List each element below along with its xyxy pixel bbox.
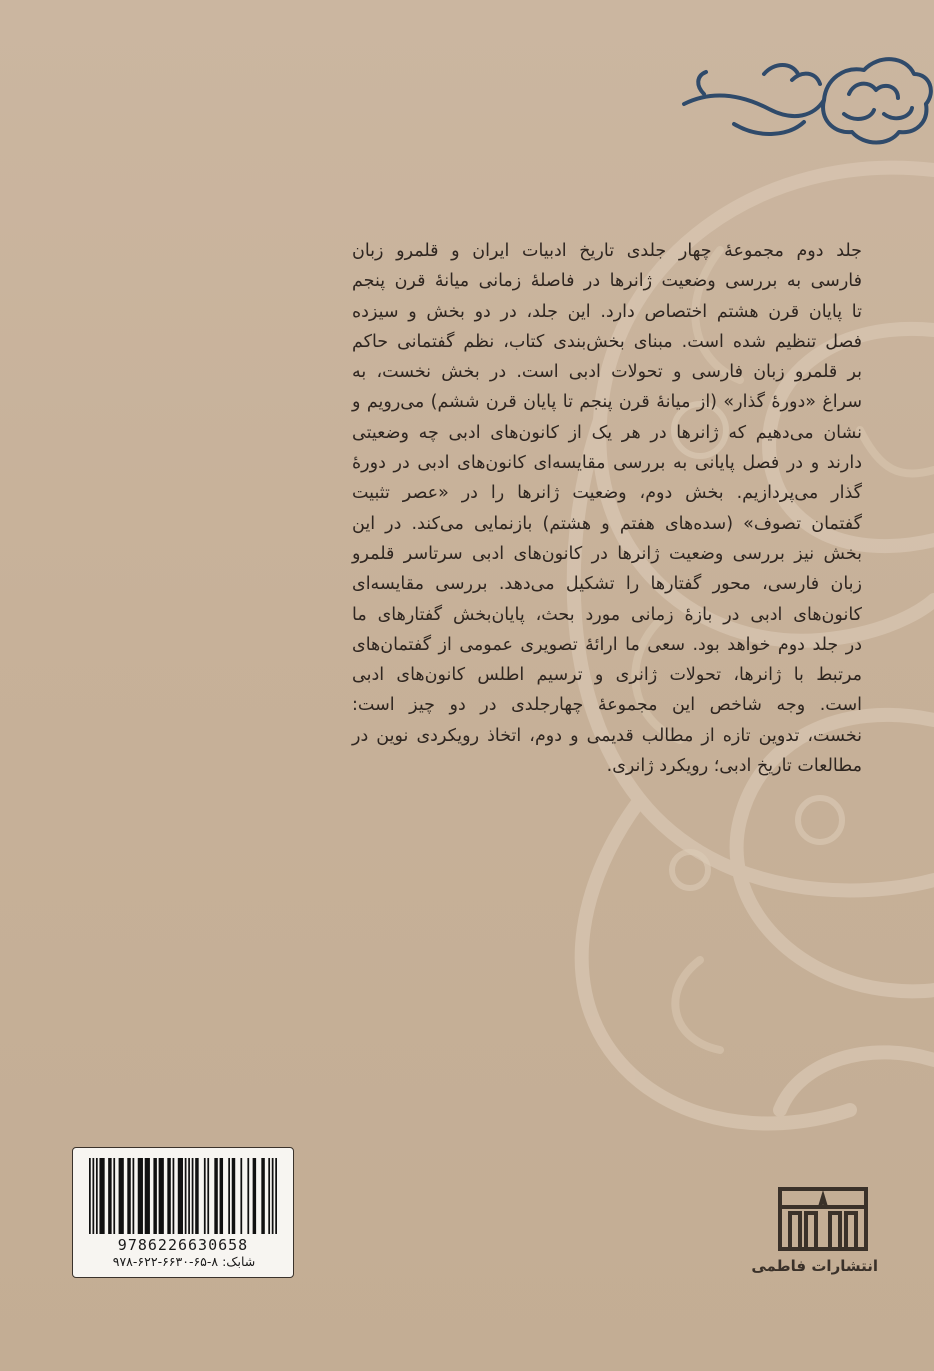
barcode-bar (108, 1158, 111, 1234)
barcode-bar (127, 1158, 130, 1234)
barcode-bar (185, 1158, 187, 1234)
blurb-line: گذار می‌پردازیم. بخش دوم، وضعیت ژانرها را در «عصر تثبیت (352, 483, 862, 504)
barcode-bar (188, 1158, 190, 1234)
barcode-bar (204, 1158, 206, 1234)
barcode-bar (89, 1158, 91, 1234)
barcode-bar (145, 1158, 150, 1234)
isbn-number: شابک: ۸-۶۵-۶۶۳۰-۶۲۲-۹۷۸ (112, 1254, 256, 1269)
barcode-bar (268, 1158, 270, 1234)
barcode-bar (192, 1158, 194, 1234)
barcode-bar (253, 1158, 256, 1234)
barcode-icon (87, 1158, 281, 1236)
barcode-bar (178, 1158, 183, 1234)
blurb-line: زبان فارسی، محور گفتارها را تشکیل می‌دهد. بررسی مقایسه‌ای (352, 574, 862, 595)
barcode-bar (228, 1158, 230, 1234)
blurb-line: مطالعات تاریخ ادبی؛ رویکرد ژانری. (606, 756, 862, 777)
barcode-bar (247, 1158, 249, 1234)
barcode-bar (272, 1158, 274, 1234)
blurb-line: گفتمان تصوف» (سده‌های هفتم و هشتم) بازنمایی می‌کند. در این (352, 513, 862, 534)
barcode-digits: 9786226630658 (117, 1236, 249, 1254)
blurb-line: فارسی به بررسی وضعیت ژانرها در فاصلهٔ زمانی میانهٔ قرن پنجم (352, 271, 862, 292)
barcode-bar (138, 1158, 143, 1234)
cloud-arabesque-ornament-icon (674, 34, 934, 164)
blurb-line: در جلد دوم خواهد بود. سعی ما ارائهٔ تصویری عمومی از گفتمان‌های (352, 634, 862, 655)
blurb-line: است. وجه شاخص این مجموعهٔ چهارجلدی در دو چیز است: (352, 695, 862, 716)
barcode-bar (220, 1158, 223, 1234)
blurb-line: دارند و در فصل پایانی به بررسی مقایسه‌ای کانون‌های ادبی در دورهٔ (352, 453, 862, 474)
publisher-logo (751, 1183, 878, 1293)
back-cover-blurb (352, 236, 862, 781)
book-building-logo-icon (768, 1183, 878, 1255)
barcode-bar (173, 1158, 175, 1234)
barcode-bar (153, 1158, 156, 1234)
barcode-bar (195, 1158, 198, 1234)
barcode-bar (167, 1158, 170, 1234)
blurb-line: بخش نیز بررسی وضعیت ژانرها در کانون‌های ادبی سرتاسر قلمرو (352, 543, 862, 564)
blurb-line: نخست، تدوین تازه از مطالب قدیمی و دوم، اتخاذ رویکردی نوین در (352, 725, 862, 746)
barcode-bar (261, 1158, 264, 1234)
barcode-bar (275, 1158, 277, 1234)
barcode-bar (113, 1158, 115, 1234)
barcode-bar (96, 1158, 98, 1234)
barcode-bar (232, 1158, 235, 1234)
blurb-line: بر قلمرو زبان فارسی و تحولات ادبی است. در بخش نخست، به (352, 362, 862, 383)
blurb-line: فصل تنظیم شده است. مبنای بخش‌بندی کتاب، نظم گفتمانی حاکم (352, 331, 862, 352)
blurb-line: نشان می‌دهیم که ژانرها در هر یک از کانون‌های ادبی چه وضعیتی (352, 422, 862, 443)
barcode-bar (92, 1158, 94, 1234)
barcode-bar (119, 1158, 124, 1234)
barcode-bar (99, 1158, 104, 1234)
barcode-bar (133, 1158, 135, 1234)
barcode-bar (207, 1158, 209, 1234)
barcode-bar (159, 1158, 164, 1234)
blurb-line: جلد دوم مجموعهٔ چهار جلدی تاریخ ادبیات ایران و قلمرو زبان (352, 241, 862, 261)
blurb-line: کانون‌های ادبی در بازهٔ زمانی مورد بحث، پایان‌بخش گفتارهای ما (352, 604, 862, 625)
publisher-name: انتشارات فاطمی (751, 1257, 878, 1275)
blurb-line: سراغ «دورهٔ گذار» (از میانهٔ قرن پنجم تا پایان قرن ششم) می‌رویم و (352, 392, 862, 413)
barcode-label (72, 1147, 294, 1278)
blurb-line: تا پایان قرن هشتم اختصاص دارد. این جلد، در دو بخش و سیزده (352, 301, 862, 322)
blurb-line: مرتبط با ژانرها، تحولات ژانری و ترسیم اطلس کانون‌های ادبی (352, 665, 862, 686)
barcode-bar (240, 1158, 242, 1234)
barcode-bar (214, 1158, 217, 1234)
